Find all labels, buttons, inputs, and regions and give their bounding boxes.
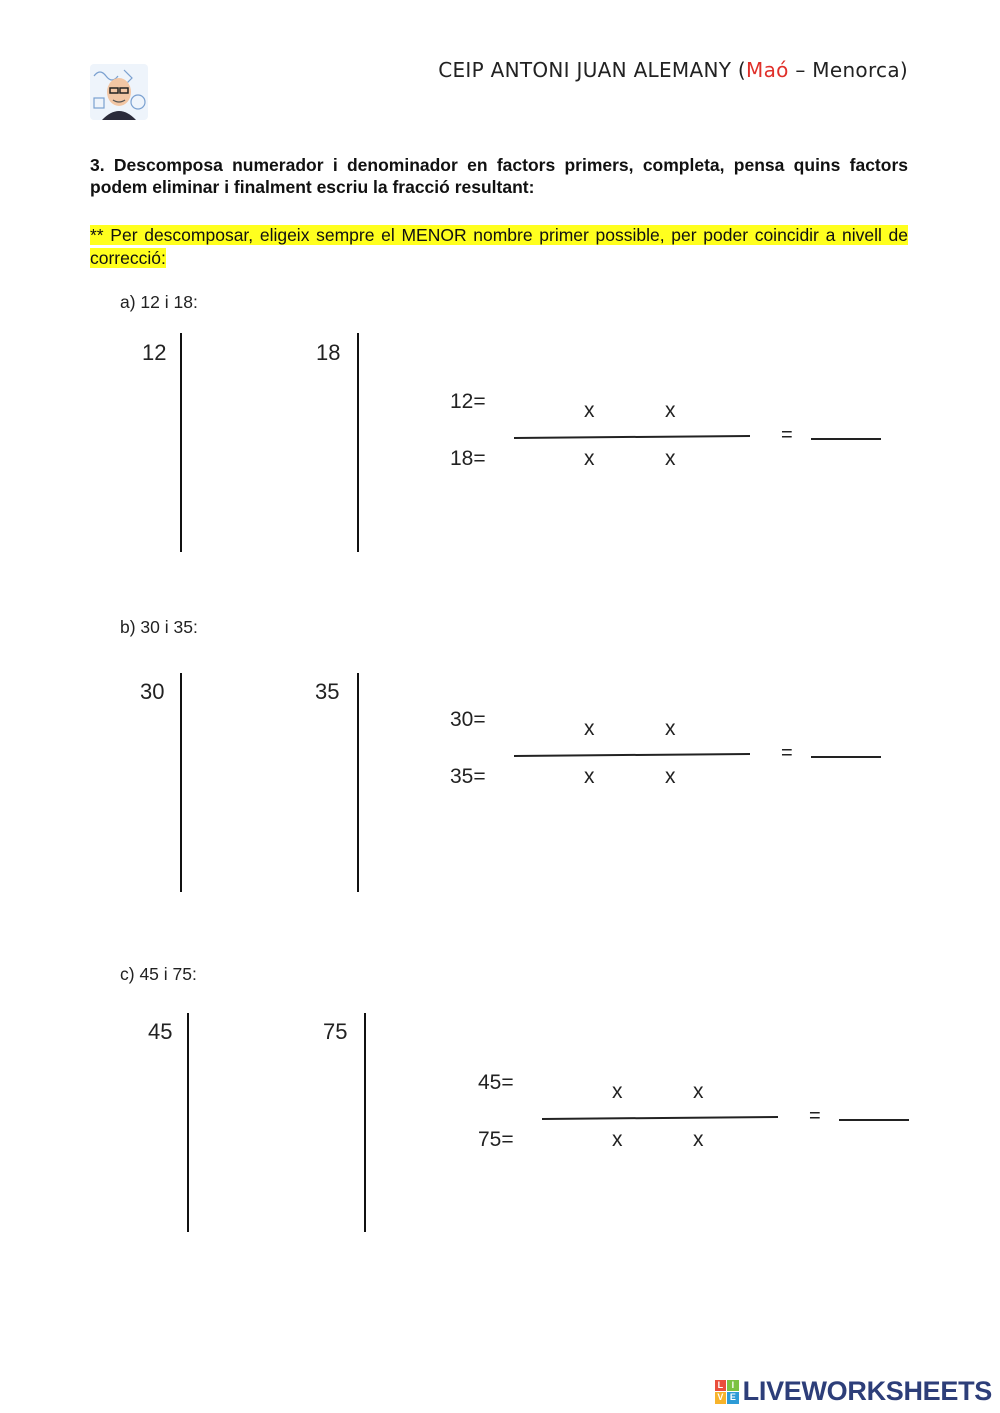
equals-sign: = (781, 424, 793, 446)
denominator-equation-label: 35= (450, 765, 486, 788)
denominator-equation-label: 75= (478, 1128, 514, 1151)
decomposition-numerator: 12 (142, 340, 167, 365)
school-city: Maó (746, 58, 789, 82)
decomposition-numerator: 45 (148, 1019, 173, 1044)
factor-times-sign: x (584, 447, 595, 470)
liveworksheets-wordmark: LIVEWORKSHEETS (742, 1376, 992, 1406)
decomposition-divider (357, 673, 359, 892)
exercise-label: c) 45 i 75: (120, 964, 197, 984)
decomposition-denominator: 75 (323, 1019, 348, 1044)
decomposition-denominator: 35 (315, 679, 340, 704)
numerator-equation-label: 30= (450, 708, 486, 731)
exercise-label: b) 30 i 35: (120, 617, 198, 637)
fraction-bar (514, 435, 750, 439)
school-name: CEIP ANTONI JUAN ALEMANY (Maó – Menorca) (438, 58, 908, 82)
decomposition-numerator: 30 (140, 679, 165, 704)
factor-times-sign: x (584, 717, 595, 740)
fraction-bar (542, 1116, 778, 1120)
highlighted-note: ** Per descomposar, eligeix sempre el MENOR nombre primer possible, per poder coincidir a nivell de correcció: (90, 225, 908, 268)
factor-times-sign: x (693, 1128, 704, 1151)
numerator-equation-label: 45= (478, 1071, 514, 1094)
answer-blank[interactable] (811, 756, 881, 758)
denominator-equation-label: 18= (450, 447, 486, 470)
liveworksheets-brand[interactable] (715, 1376, 992, 1407)
answer-blank[interactable] (811, 438, 881, 440)
teacher-avatar-logo (88, 62, 150, 122)
decomposition-divider (187, 1013, 189, 1232)
exercise-instructions: 3. Descomposa numerador i denominador en factors primers, completa, pensa quins factors podem eliminar i finalment escriu la fracció resultant: (90, 155, 908, 197)
numerator-equation-label: 12= (450, 390, 486, 413)
factor-times-sign: x (665, 717, 676, 740)
factor-times-sign: x (612, 1128, 623, 1151)
factor-times-sign: x (665, 765, 676, 788)
decomposition-denominator: 18 (316, 340, 341, 365)
equals-sign: = (781, 742, 793, 764)
factor-times-sign: x (693, 1080, 704, 1103)
decomposition-divider (357, 333, 359, 552)
factor-times-sign: x (665, 447, 676, 470)
factor-times-sign: x (665, 399, 676, 422)
liveworksheets-logo-icon: L I V E (715, 1380, 739, 1404)
decomposition-divider (364, 1013, 366, 1232)
equals-sign: = (809, 1105, 821, 1127)
factor-times-sign: x (584, 765, 595, 788)
decomposition-divider (180, 333, 182, 552)
fraction-bar (514, 753, 750, 757)
factor-times-sign: x (612, 1080, 623, 1103)
decomposition-divider (180, 673, 182, 892)
answer-blank[interactable] (839, 1119, 909, 1121)
factor-times-sign: x (584, 399, 595, 422)
exercise-label: a) 12 i 18: (120, 292, 198, 312)
